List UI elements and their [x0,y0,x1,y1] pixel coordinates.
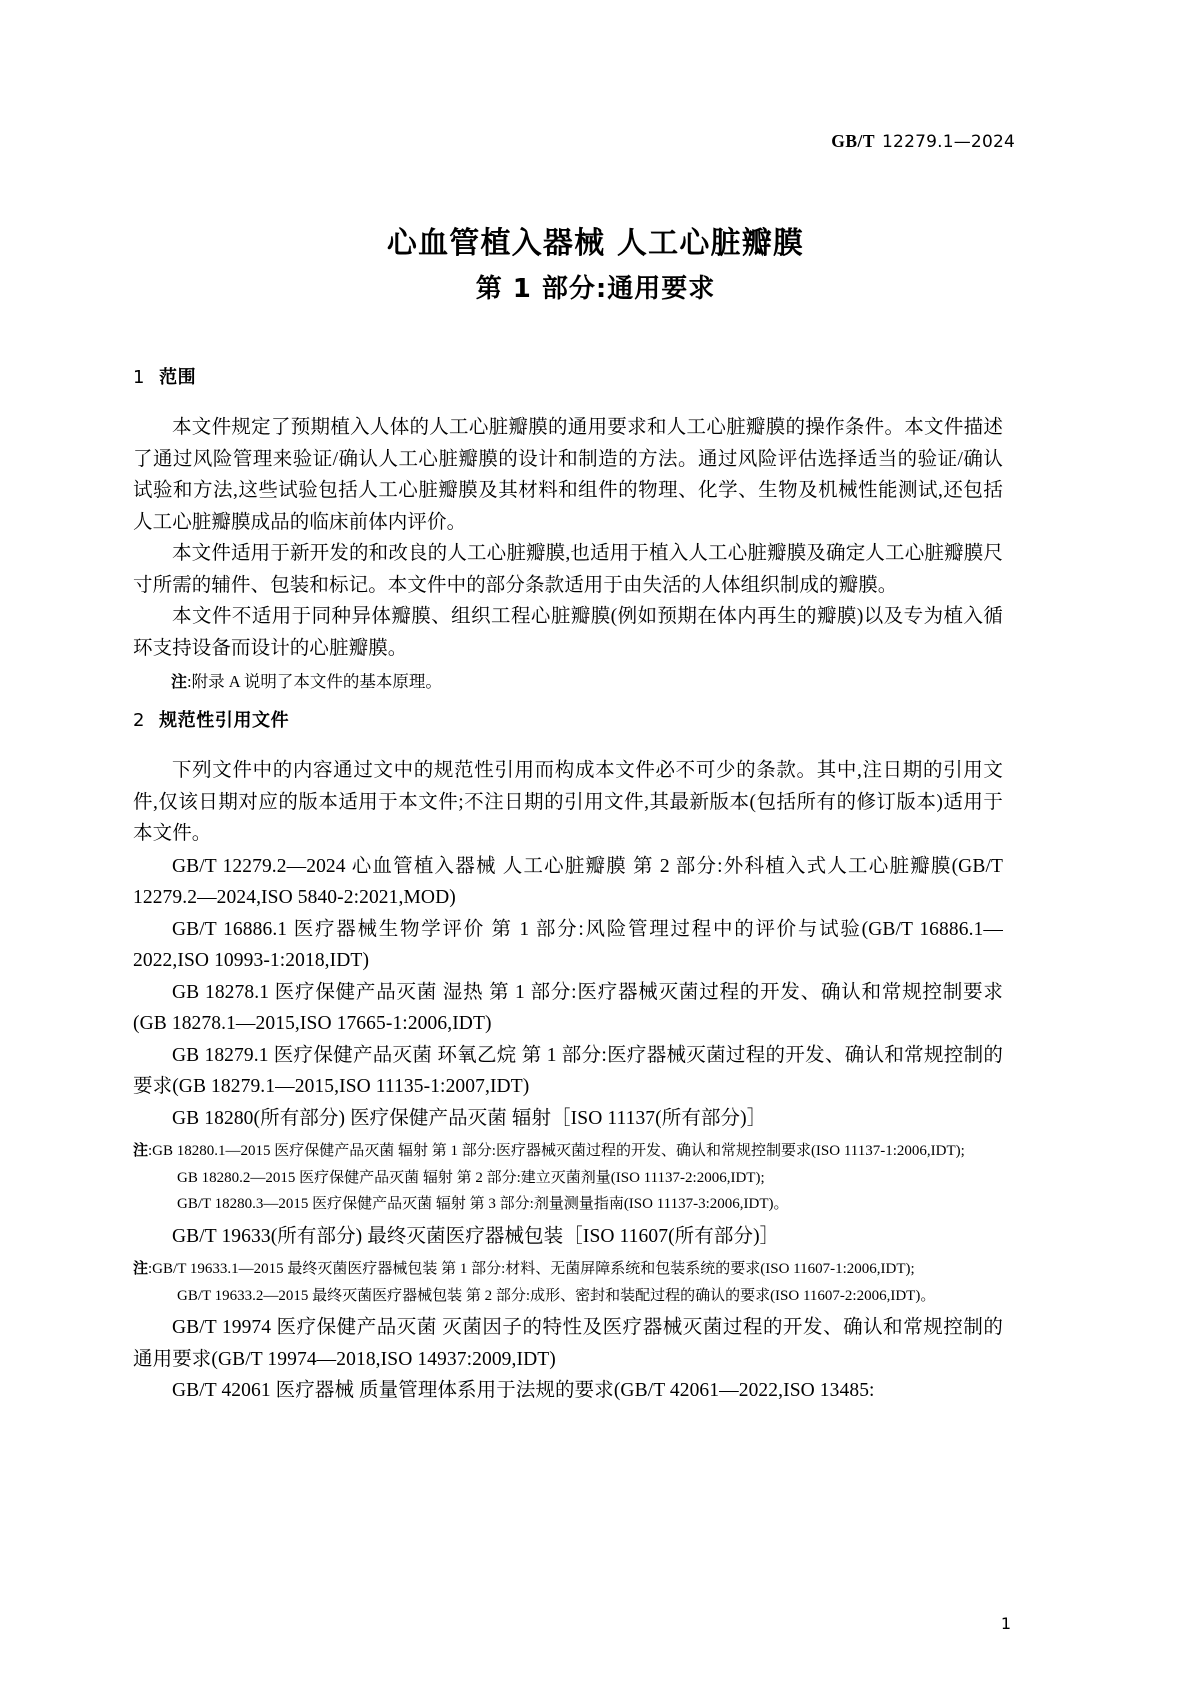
note-gb18280 [133,1137,1003,1165]
note-body: :附录 A 说明了本文件的基本原理。 [187,672,442,691]
standard-number: 12279.1—2024 [882,132,1015,152]
section-2-title: 规范性引用文件 [159,710,290,731]
section-2-body [133,755,1003,1407]
note-body: :GB 18280.1—2015 医疗保健产品灭菌 辐射 第 1 部分:医疗器械灭菌过程的开发、确认和常规控制要求(ISO 11137-1:2006,IDT); [148,1143,965,1159]
reference-item: GB/T 16886.1 医疗器械生物学评价 第 1 部分:风险管理过程中的评价与试验(GB/T 16886.1—2022,ISO 10993-1:2018,IDT) [133,918,1003,971]
reference-item: GB/T 12279.2—2024 心血管植入器械 人工心脏瓣膜 第 2 部分:外科植入式人工心脏瓣膜(GB/T 12279.2—2024,ISO 5840-2:2021,MOD) [133,855,1003,908]
note-label: 注 [133,1141,149,1159]
note-label: 注 [171,672,188,691]
paragraph-scope-1: 本文件规定了预期植入人体的人工心脏瓣膜的通用要求和人工心脏瓣膜的操作条件。本文件描述了通过风险管理来验证/确认人工心脏瓣膜的设计和制造的方法。通过风险评估选择适当的验证/确认试验和方法,这些试验包括人工心脏瓣膜及其材料和组件的物理、化学、生物及机械性能测试,还包括人工心脏瓣膜成品的临床前体内评价。 [133,417,1003,533]
reference-item: GB/T 19633(所有部分) 最终灭菌医疗器械包装［ISO 11607(所有部分)］ [172,1225,780,1247]
reference-item: GB 18280(所有部分) 医疗保健产品灭菌 辐射［ISO 11137(所有部分)］ [172,1107,767,1129]
section-1-number: 1 [133,367,146,388]
reference-item: GB/T 42061 医疗器械 质量管理体系用于法规的要求(GB/T 42061—2022,ISO 13485: [172,1380,875,1401]
section-1-title: 范围 [159,367,197,388]
running-header [831,131,1015,152]
page-subtitle: 第 1 部分:通用要求 [475,274,716,304]
note-gb19633 [133,1255,1003,1283]
page-number: 1 [1000,1614,1011,1633]
section-2-number: 2 [133,710,146,731]
section-1-body [133,412,1003,696]
section-2-heading [133,706,1003,732]
reference-item: GB 18278.1 医疗保健产品灭菌 湿热 第 1 部分:医疗器械灭菌过程的开发、确认和常规控制要求(GB 18278.1—2015,ISO 17665-1:2006,IDT) [133,981,1003,1034]
page-title: 心血管植入器械 人工心脏瓣膜 [386,226,805,261]
reference-item: GB/T 19974 医疗保健产品灭菌 灭菌因子的特性及医疗器械灭菌过程的开发、确认和常规控制的通用要求(GB/T 19974—2018,ISO 14937:2009,IDT) [133,1317,1003,1370]
note-label: 注 [133,1259,149,1277]
paragraph-scope-2: 本文件适用于新开发的和改良的人工心脏瓣膜,也适用于植入人工心脏瓣膜及确定人工心脏瓣膜尺寸所需的辅件、包装和标记。本文件中的部分条款适用于由失活的人体组织制成的瓣膜。 [133,543,1003,596]
section-2-heading-block [133,706,1003,732]
note-appendix-a [133,668,1003,696]
section-1-heading [133,363,1003,389]
note-gb19633-line2: GB/T 19633.2—2015 最终灭菌医疗器械包装 第 2 部分:成形、密封和装配过程的确认的要求(ISO 11607-2:2006,IDT)。 [177,1287,936,1304]
paragraph-normative-intro: 下列文件中的内容通过文中的规范性引用而构成本文件必不可少的条款。其中,注日期的引用文件,仅该日期对应的版本适用于本文件;不注日期的引用文件,其最新版本(包括所有的修订版本)适用于本文件。 [133,760,1003,844]
note-gb18280-line3: GB/T 18280.3—2015 医疗保健产品灭菌 辐射 第 3 部分:剂量测量指南(ISO 11137-3:2006,IDT)。 [177,1196,789,1212]
note-body: :GB/T 19633.1—2015 最终灭菌医疗器械包装 第 1 部分:材料、无菌屏障系统和包装系统的要求(ISO 11607-1:2006,IDT); [148,1261,915,1277]
standard-prefix: GB/T [831,131,876,151]
section-1-heading-block [133,363,1003,389]
reference-item: GB 18279.1 医疗保健产品灭菌 环氧乙烷 第 1 部分:医疗器械灭菌过程的开发、确认和常规控制的要求(GB 18279.1—2015,ISO 11135-1:2007,IDT) [133,1044,1003,1097]
paragraph-scope-3: 本文件不适用于同种异体瓣膜、组织工程心脏瓣膜(例如预期在体内再生的瓣膜)以及专为植入循环支持设备而设计的心脏瓣膜。 [133,606,1003,659]
note-gb18280-line2: GB 18280.2—2015 医疗保健产品灭菌 辐射 第 2 部分:建立灭菌剂量(ISO 11137-2:2006,IDT); [177,1169,765,1186]
